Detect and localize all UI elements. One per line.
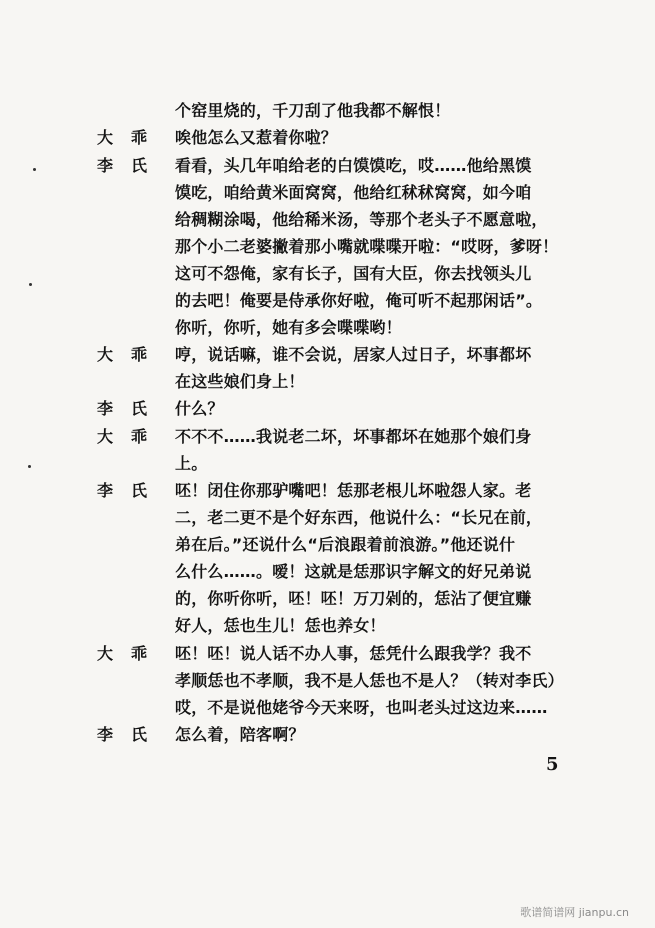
dialogue-line: 的去吧！俺要是侍承你好啦，俺可听不起那闲话”。 <box>175 291 543 310</box>
speaker-name-char: 氏 <box>131 481 148 500</box>
speaker-name-char: 李 <box>97 399 114 418</box>
dialogue-line: 的，你听你听，呸！呸！万刀剁的，恁沾了便宜赚 <box>175 589 532 608</box>
speaker-name-char: 李 <box>97 725 114 744</box>
speaker-name-char: 大 <box>97 345 114 364</box>
dialogue-line: 在这些娘们身上！ <box>175 372 305 391</box>
dialogue-line: 哼，说话嘛，谁不会说，居家人过日子，坏事都坏 <box>175 345 532 364</box>
dialogue-line: 你听，你听，她有多会喋喋哟！ <box>175 318 402 337</box>
dialogue-line: 二，老二更不是个好东西，他说什么：“长兄在前， <box>175 508 543 527</box>
dialogue-line: 上。 <box>175 454 208 473</box>
dialogue-line: 那个小二老婆撇着那小嘴就喋喋开啦：“哎呀，爹呀！ <box>175 237 559 256</box>
dialogue-line: 给稠糊涂喝，他给稀米汤，等那个老头子不愿意啦， <box>175 210 548 229</box>
speaker-name-char: 大 <box>97 128 114 147</box>
dialogue-line: 呸！闭住你那驴嘴吧！恁那老根儿坏啦怨人家。老 <box>175 481 532 500</box>
scan-speck <box>28 465 31 468</box>
dialogue-line: 这可不怨俺，家有长子，国有大臣，你去找领头儿 <box>175 264 532 283</box>
watermark-text: 歌谱简谱网 jianpu.cn <box>520 906 629 919</box>
speaker-name-char: 氏 <box>131 156 148 175</box>
dialogue-line: 怎么着，陪客啊？ <box>175 725 305 744</box>
speaker-name-char: 乖 <box>131 345 148 364</box>
speaker-name-char: 大 <box>97 427 114 446</box>
dialogue-line: 唉他怎么又惹着你啦？ <box>175 128 338 147</box>
dialogue-line: 馍吃，咱给黄米面窝窝，他给红秫秫窝窝，如今咱 <box>175 183 532 202</box>
scan-speck <box>33 168 36 171</box>
dialogue-line: 哎，不是说他姥爷今天来呀，也叫老头过这边来…… <box>175 698 548 717</box>
dialogue-line: 么什么……。嗳！这就是恁那识字解文的好兄弟说 <box>175 562 532 581</box>
speaker-name-char: 李 <box>97 156 114 175</box>
scan-speck <box>29 283 32 286</box>
speaker-name-char: 氏 <box>131 725 148 744</box>
dialogue-line: 个窑里烧的，千刀刮了他我都不解恨！ <box>175 101 451 120</box>
dialogue-line: 什么？ <box>175 399 224 418</box>
dialogue-line: 好人，恁也生儿！恁也养女！ <box>175 616 386 635</box>
speaker-name-char: 氏 <box>131 399 148 418</box>
speaker-name-char: 乖 <box>131 128 148 147</box>
speaker-name-char: 大 <box>97 644 114 663</box>
page-number: 5 <box>546 754 559 775</box>
dialogue-line: 不不不……我说老二坏，坏事都坏在她那个娘们身 <box>175 427 532 446</box>
dialogue-line: 孝顺恁也不孝顺，我不是人恁也不是人？（转对李氏） <box>175 671 564 690</box>
speaker-name-char: 乖 <box>131 427 148 446</box>
dialogue-line: 呸！呸！说人话不办人事，恁凭什么跟我学？我不 <box>175 644 532 663</box>
dialogue-line: 弟在后。”还说什么“后浪跟着前浪游。”他还说什 <box>175 535 516 554</box>
speaker-name-char: 李 <box>97 481 114 500</box>
dialogue-line: 看看，头几年咱给老的白馍馍吃，哎……他给黑馍 <box>175 156 532 175</box>
speaker-name-char: 乖 <box>131 644 148 663</box>
